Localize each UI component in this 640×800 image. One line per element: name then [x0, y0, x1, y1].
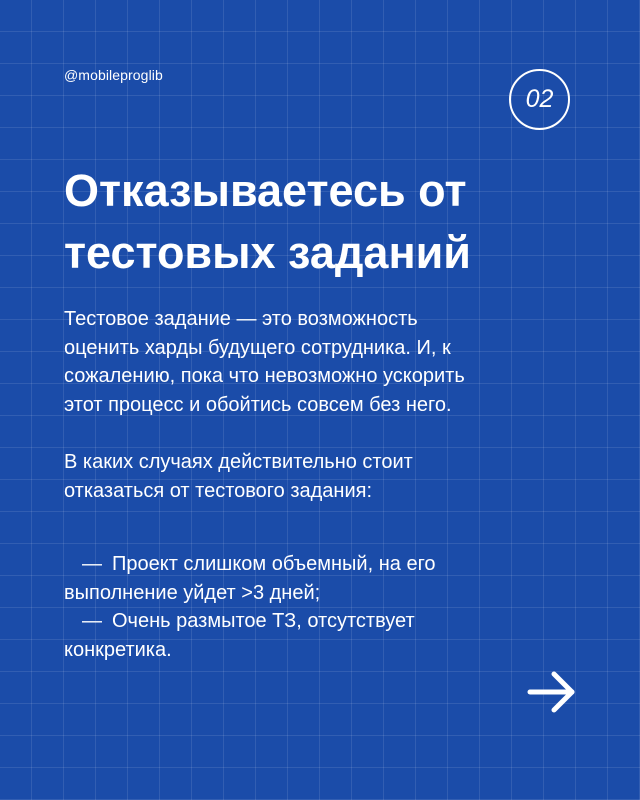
list-item-line: выполнение уйдет >3 дней; — [64, 581, 321, 604]
page-title — [64, 160, 584, 284]
arrow-right-icon-graphic — [524, 664, 580, 720]
body-text — [64, 305, 564, 664]
bullet-dash: — — [82, 553, 102, 575]
intro-line: этот процесс и обойтись совсем без него. — [64, 393, 452, 416]
bullet-dash: — — [82, 610, 102, 632]
question-paragraph — [64, 448, 564, 505]
spacer — [64, 505, 564, 550]
list-item — [64, 607, 564, 664]
question-line: В каких случаях действительно стоит — [64, 451, 413, 473]
spacer — [64, 419, 564, 448]
title-line-1: Отказываетесь от — [64, 165, 467, 216]
question-line: отказаться от тестового задания: — [64, 479, 373, 502]
intro-paragraph — [64, 305, 564, 419]
page-number-badge — [509, 69, 570, 130]
list-item-line: Очень размытое ТЗ, отсутствует — [112, 610, 415, 632]
intro-line: сожалению, пока что невозможно ускорить — [64, 365, 465, 387]
author-handle: @mobileproglib — [64, 67, 163, 83]
intro-line: Тестовое задание — это возможность — [64, 308, 418, 330]
arrow-right-icon[interactable] — [524, 664, 580, 720]
page-number: 02 — [525, 85, 554, 113]
list-item — [64, 550, 564, 607]
list-item-line: конкретика. — [64, 638, 172, 661]
list-item-line: Проект слишком объемный, на его — [112, 553, 436, 575]
intro-line: оценить харды будущего сотрудника. И, к — [64, 336, 451, 359]
title-line-2: тестовых заданий — [64, 227, 471, 278]
